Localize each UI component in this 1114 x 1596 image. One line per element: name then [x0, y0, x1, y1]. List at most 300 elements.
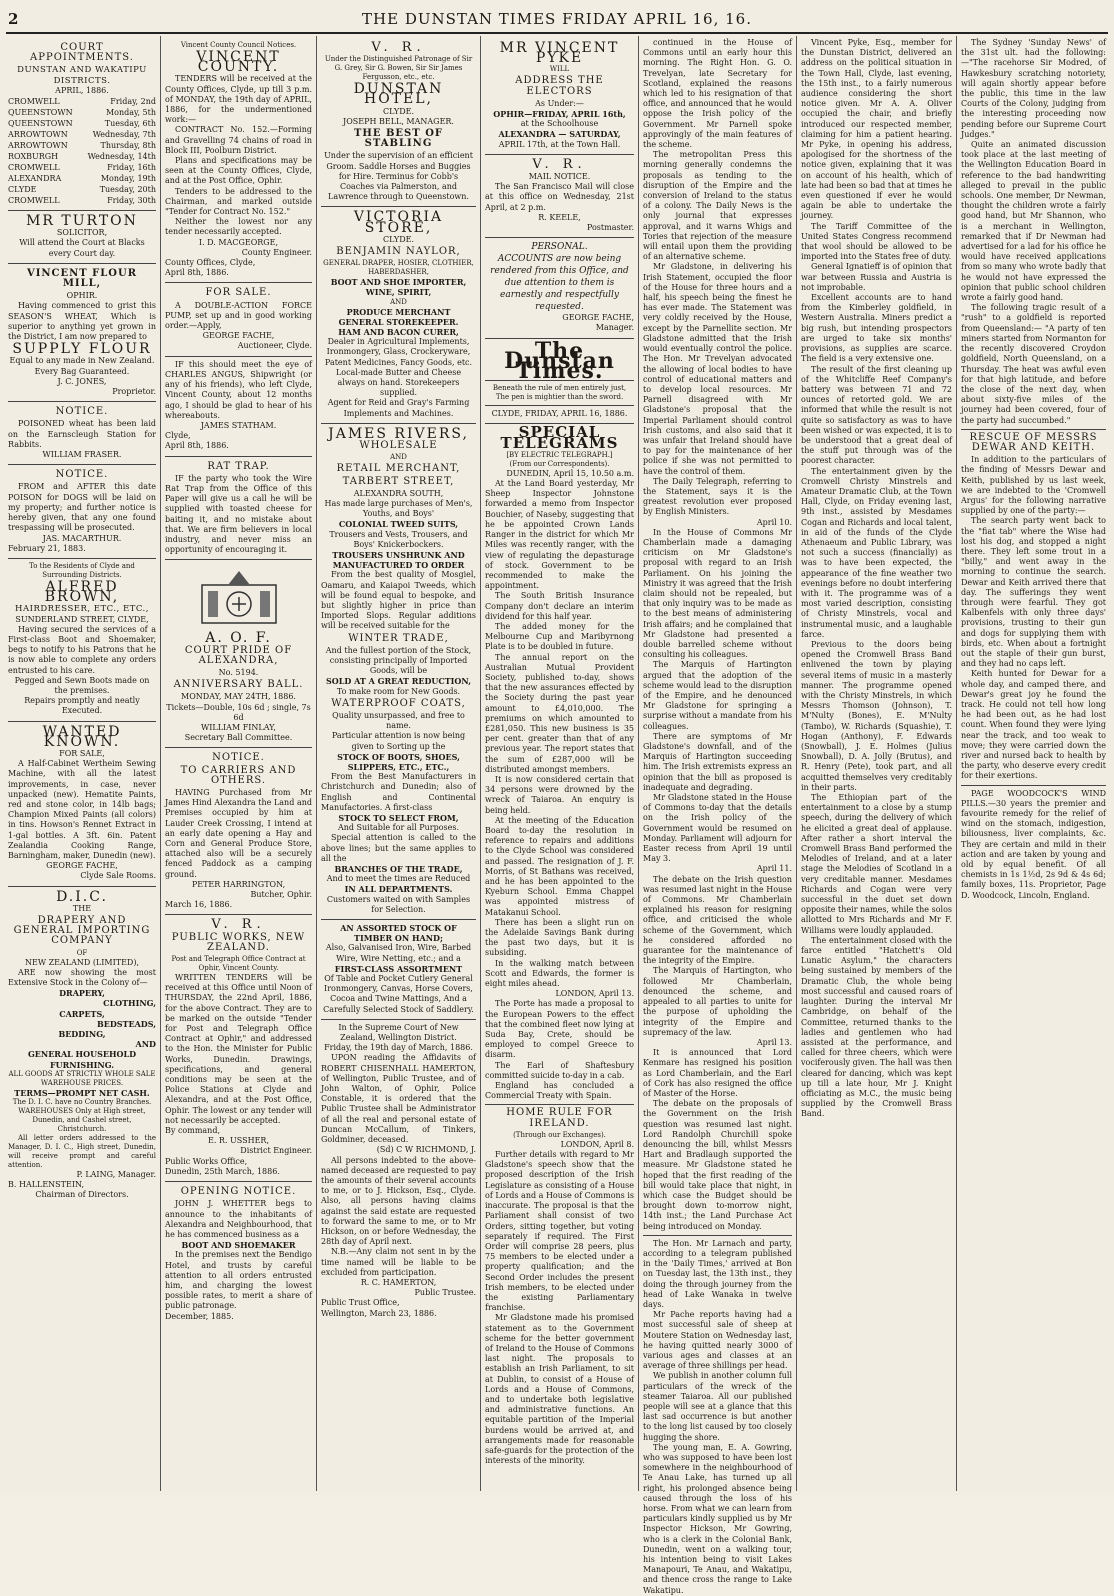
vc-kicker: Vincent County Council Notices.: [180, 41, 297, 49]
dic-body: ARE now showing the most Extensive Stock in the Colony of—: [8, 967, 156, 988]
mill-supply: SUPPLY FLOUR: [12, 341, 152, 358]
dic-the: THE: [72, 903, 92, 913]
vs-line2: WINE, SPIRIT,: [365, 287, 432, 298]
court-place: CLYDE: [8, 185, 37, 195]
vs-name: BENJAMIN NAYLOR,: [336, 246, 461, 258]
c6-p8: The Ethiopian part of the entertainment to a close by a stump speech, during the delivery of which he elicited a great deal of applause. After rather a short interval the Cromwell Brass Band performed the Melodies of Ireland, and at a later stage the Melodies of Scotland in a very creditable manner. Mesdames Richards and Cogan were very successful in the duet set down opposite their names, while the solos allotted to Mrs Richards and Mr F. Williams were loudly applauded.: [801, 793, 952, 935]
c7-p3: The following tragic result of a "rush" to a goldfield is reported from Queensland:— "A party of ten miners started from Normanton for the recently discovered Croydon goldfield, North Queensland, on a Thursday. The heat was awful even for that high latitude, and before the close of the next day, when about sixty-five miles of the journey had been covered, four of the party had succumbed.": [961, 303, 1106, 425]
sale-sign: GEORGE FACHE,: [202, 331, 275, 341]
sc-role: Public Trustee.: [414, 1288, 476, 1298]
pw-sign: E. R. USSHER,: [208, 1136, 269, 1146]
c6-p5: The result of the first cleaning up of the Whitcliffe Reef Company's battery was between 71 and 72 ounces of retorted gold. We are informed that while the result is not quite so satisfactory as was to have been wished or was expected, it is to be understood that a great deal of the stuff put through was of the poorest character.: [801, 364, 952, 466]
pers-sign: GEORGE FACHE,: [562, 313, 634, 323]
brown-title: ALFRED BROWN,: [44, 578, 120, 606]
court-day: Tuesday, 20th: [99, 185, 156, 195]
c5-date1: April 10.: [756, 517, 792, 527]
c5-date3: April 13.: [756, 1037, 792, 1047]
court-place: QUEENSTOWN: [8, 108, 73, 118]
notice1-body: POISONED wheat has been laid on the Earnscleugh Station for Rabbits.: [8, 419, 156, 449]
tele-p3: The added money for the Melbourne Cup and Maribyrnong Plate is to be doubled in future.: [485, 621, 634, 652]
notice2-body: FROM and AFTER this date POISON for DOGS will be laid on my property; and further notice is hereby given, that any one found trespassing will be prosecuted.: [8, 482, 156, 533]
hotel-place: CLYDE.: [383, 106, 414, 116]
court-row: [8, 173, 156, 184]
columns: [4, 36, 1110, 1595]
court-day: Friday, 16th: [107, 163, 156, 173]
c5-p10: The Marquis of Hartington, who followed Mr Chamberlain, denounced the scheme, and appealed to all parties to unite for the purpose of upholding the integrity of the Empire and supremacy of the law.: [643, 966, 792, 1037]
brown-body2: Pegged and Sewn Boots made on the premises.: [14, 675, 150, 695]
nameplate: The Dunstan Times.: [504, 337, 615, 385]
notice-macarthur: [8, 465, 156, 559]
court-month: APRIL, 1886.: [55, 85, 109, 95]
jr-l3: RETAIL MERCHANT,: [336, 463, 461, 475]
pers-title: PERSONAL.: [531, 242, 588, 253]
carr-notice: NOTICE.: [212, 752, 265, 764]
court-sub: DUNSTAN AND WAKATIPU DISTRICTS.: [17, 65, 147, 86]
tele-place2: LONDON, April 13.: [555, 989, 634, 999]
jr-l1: WHOLESALE: [359, 440, 438, 452]
timber-ad: [321, 920, 476, 1020]
rat-title: RAT TRAP.: [207, 460, 270, 472]
court-day: Monday, 5th: [105, 108, 156, 118]
mail-body: The San Francisco Mail will close at this office on Wednesday, 21st April, at 2 p.m.: [485, 182, 634, 212]
tele-p2: The South British Insurance Company don't declare an interim dividend for this half year.: [485, 591, 634, 621]
opening-notice-ad: [165, 1182, 312, 1326]
hotel-tag: THE BEST OF STABLING: [353, 128, 444, 150]
pyke-addr: ADDRESS THE ELECTORS: [515, 75, 604, 97]
for-sale-pump: [165, 283, 312, 356]
open-body2: In the premises next the Bendigo Hotel, and trusts by careful attention to all orders entrusted him, and charging the lowest possible rates, to merit a share of public patronage.: [165, 1250, 312, 1311]
pw-role: District Engineer.: [240, 1146, 312, 1156]
c7-p5: The search party went back to the "fiat tab" where the Wise had lost his dog, and stopped a night there. They left some trout in a "billy," and went away in the morning to continue the search. Dewar and Keith arrived there that day. The sufferings they went through were fearful. They got Kalbenfels with only three days' provisions, trusting to their gun and dogs for supplying them with birds, etc. When about a fortnight out the staple of their gun burst, and they had no caps left.: [961, 516, 1106, 669]
jr-title: JAMES RIVERS,: [328, 425, 469, 442]
open-trade: BOOT AND SHOEMAKER: [181, 1240, 296, 1251]
court-rows: [8, 96, 156, 206]
dic-ad: [8, 887, 156, 1205]
pyke-as: As Under:—: [535, 98, 584, 108]
court-row: [8, 151, 156, 162]
victoria-store-ad: [321, 207, 476, 423]
jr-l8: SOLD AT A GREAT REDUCTION,: [326, 676, 471, 687]
tim-body2: Of Table and Pocket Cutlery General Ironmongery, Canvas, Horse Covers, Cocoa and Twine Mattings, And a Carefully Selected Stock of Saddlery.: [323, 974, 474, 1014]
column-5: [638, 36, 796, 1595]
tele-p5: It is now considered certain that 34 persons were drowned by the wreck of Taiaroa. An enquiry is being held.: [485, 774, 634, 815]
dic-items: [8, 988, 156, 1070]
sc-nb: N.B.—Any claim not sent in by the time named will be liable to be excluded from participation.: [321, 1247, 476, 1277]
vc-place: County Offices, Clyde,: [165, 258, 256, 268]
dic-item: CARPETS,: [59, 1008, 105, 1019]
c6-p2: The Tariff Committee of the United States Congress recommend that wool should be allowed to be imported into the States free of duty.: [801, 221, 952, 262]
aof-date: MONDAY, MAY 24TH, 1886.: [181, 692, 296, 702]
dic-letters: All letter orders addressed to the Manager, D. I. C., High street, Dunedin, will receive prompt and careful attention.: [8, 1134, 156, 1170]
c6-p1: Vincent Pyke, Esq., member for the Dunstan District, delivered an address on the political situation in the Town Hall, Clyde, last evening, the 15th inst., to a fairly numerous audience considering the short notice given. Mr A. A. Oliver occupied the chair, and briefly introduced our respected member, claiming for him a patient hearing. Mr Pyke, in opening his address, apologised for the shortness of the notice given, explaining that it was on account of his health, which of late had been so bad that at times he even questioned if ever he would again be able to undertake the journey.: [801, 38, 952, 221]
jr-l5: COLONIAL TWEED SUITS,: [338, 519, 459, 530]
brown-addr: SUNDERLAND STREET, CLYDE,: [15, 614, 149, 624]
dic-item: AND: [135, 1039, 156, 1050]
angus-date: April 8th, 1886.: [165, 441, 229, 451]
dic-item: BEDDING,: [58, 1029, 106, 1040]
open-body: JOHN J. WHETTER begs to announce to the inhabitants of Alexandra and Neighbourhood, that he has commenced business as a: [165, 1199, 312, 1239]
c5-p4: The Daily Telegraph, referring to the Statement, says it is the greatest revolution ever proposed by English Ministers.: [643, 476, 792, 517]
notice2-title: NOTICE.: [55, 469, 109, 481]
tele-p7: There has been a slight run on the Adelaide Savings Bank during the past two days, but it is subsiding.: [485, 917, 634, 958]
c7-p7: PAGE WOODCOCK'S WIND PILLS.—30 years the premier and favourite remedy for the relief of wind on the stomach, indigestion, biliousness, liver complaints, &c. They are certain and mild in their action and are taken by young and old by equal benefit. Of all chemists in 1s 1½d, 2s 9d & 4s 6d; family boxes, 11s. Proprietor, Page D. Woodcock, Lincoln, England.: [961, 788, 1106, 900]
tim-l1: FIRST-CLASS ASSORTMENT: [334, 963, 463, 974]
pyke-ad: [485, 38, 634, 155]
vc-body4: Neither the lowest nor any tender necessarily accepted.: [165, 217, 312, 237]
jr-l2: AND: [390, 453, 407, 462]
pyke-title: MR VINCENT PYKE: [499, 40, 620, 67]
jr-body6: Quality unsurpassed, and free to name.: [332, 710, 465, 731]
angus-body: IF this should meet the eye of CHARLES ANGUS, Shipwright (or any of his friends), who left Clyde, Vincent County, about 12 months ago, I should be glad to hear of his whereabouts.: [165, 359, 312, 420]
sc-date: Friday, the 19th day of March, 1886.: [324, 1043, 473, 1053]
aof-sign: WILLIAM FINLAY,: [201, 722, 276, 732]
tele-p10: The Earl of Shaftesbury committed suicide to-day in a cab.: [485, 1060, 634, 1080]
c6-p3: General Ignatieff is of opinion that war between Russia and Austria is not improbable.: [801, 262, 952, 292]
tele-p4: The annual report on the Australian Mutual Provident Society, published to-day, shows that the new assurances effected by the Society during the past year amount to £4,010,000. The premiums on which amounted to £281,050. This new business is 35 per cent. greater than that of any previous year. The report states that the sum of £287,000 will be distributed amongst members.: [485, 652, 634, 774]
pw-date: Dunedin, 25th March, 1886.: [165, 1166, 280, 1176]
court-place: ARROWTOWN: [8, 141, 68, 151]
court-day: Monday, 19th: [100, 174, 156, 184]
court-place: CROMWELL: [8, 163, 60, 173]
jr-l10: STOCK OF BOOTS, SHOES, SLIPPERS, ETC., ETC.,: [337, 751, 460, 772]
court-row: [8, 195, 156, 206]
pyke-alex: ALEXANDRA — SATURDAY,: [498, 129, 621, 140]
jr-body: Has made large purchases of Men's, Youths, and Boys': [324, 498, 473, 519]
c5-p12: The debate on the proposals of the Government on the Irish question was resumed last night. Lord Randolph Churchill spoke denouncing the bill, whilst Messrs Hart and Bradlaugh supported the measure. Mr Gladstone stated he hoped that the first reading of the bill would take place that night, in which case the Budget should be brought down to-morrow night, 14th inst.; the Land Purchase Act being introduced on Monday.: [643, 1099, 792, 1231]
open-title: OPENING NOTICE.: [180, 1186, 297, 1198]
pyke-will: WILL: [549, 65, 570, 74]
james-rivers-ad: [321, 424, 476, 920]
pw-sub: Post and Telegraph Office Contract at Ophir, Vincent County.: [171, 955, 306, 973]
sc-sign2: R. C. HAMERTON,: [360, 1277, 437, 1287]
home-place: LONDON, April 8.: [560, 1139, 634, 1149]
angus-place: Clyde,: [165, 431, 191, 441]
c5-p3: Mr Gladstone, in delivering his Irish Statement, occupied the floor of the House for three hours and a half, his speech being the finest he has ever made. The Statement was very coldly received by the House, except by the Parnellite section. Mr Gladstone admitted that the Irish would eventually control the police. The Hon. Mr Trevelyan advocated the allowing of local bodies to have control of educational matters and to develop local resources. Mr Parnell disagreed with Mr Gladstone's proposal that the Imperial Parliament should control Irish customs, and also said that it was unfair that Ireland should have to pay for the maintenance of her police if she was not permitted to have the control of them.: [643, 262, 792, 476]
c6-p6: The entertainment given by the Cromwell Christy Minstrels and Amateur Dramatic Club, at the Town Hall, Clyde, on Friday evening last, 9th inst., assisted by Mesdames Cogan and Richards and local talent, in aid of the funds of the Clyde Athenaeum and Public Library, was not such a success (financially) as was to have been expected, the appearance of the fine weather two evenings before no doubt interfering with it. The programme was of a most varied description, consisting of Christy Minstrels, vocal and instrumental music, and a laughable farce.: [801, 466, 952, 639]
sale-title: FOR SALE.: [205, 287, 272, 299]
vs-line4: PRODUCE MERCHANT: [346, 306, 451, 317]
sc-place: Public Trust Office,: [321, 1298, 400, 1308]
vc-title: VINCENT COUNTY.: [196, 49, 281, 76]
home-p1: Further details with regard to Mr Gladstone's speech show that the proposed description of the Irish Legislature as consisting of a House of Lords and a House of Commons is inaccurate. The proposal is that the Parliament shall consist of two Orders, sitting together, but voting separately if required. The First Order will comprise 28 peers, plus 75 members to be elected under a property qualification; and the Second Order includes the present Irish members, to be elected under the existing Parliamentary franchise.: [485, 1150, 634, 1313]
wanted-known-ad: [8, 722, 156, 887]
aof-court: COURT PRIDE OF ALEXANDRA,: [184, 644, 293, 666]
mill-sign: J. C. JONES,: [57, 376, 107, 386]
dic-nz: NEW ZEALAND (LIMITED),: [24, 957, 140, 967]
aof-ad: [165, 560, 312, 748]
court-day: Thursday, 8th: [100, 141, 156, 151]
column-2: [160, 36, 316, 1491]
sale-role: Auctioneer, Clyde.: [237, 341, 312, 351]
column-7: [956, 36, 1110, 1491]
open-date: December, 1885.: [165, 1311, 234, 1321]
hotel-vr: V. R.: [371, 40, 426, 55]
tele-p6: At the meeting of the Education Board to-day the resolution in reference to repairs and additions to the Clyde School was considered and passed. The resignation of J. F. Morris, of St Bathans was received, and he has been appointed to the Kyeburn School. Emma Chappel was appointed mistress of Matakanui School.: [485, 815, 634, 917]
rat-trap-ad: [165, 457, 312, 561]
pw-title: PUBLIC WORKS, NEW ZEALAND.: [171, 931, 306, 953]
dic-prices: ALL GOODS AT STRICTLY WHOLE SALE WAREHOUSE PRICES.: [8, 1069, 156, 1087]
dunstan-hotel-ad: [321, 38, 476, 207]
wanted-sign: GEORGE FACHE,: [46, 861, 118, 871]
aof-role: Secretary Ball Committee.: [184, 733, 293, 743]
nameplate-block: [485, 339, 634, 425]
dic-title: D.I.C.: [56, 888, 108, 905]
turton-title: MR TURTON: [26, 213, 138, 230]
tele-title: SPECIAL TELEGRAMS: [500, 423, 619, 452]
carr-body: HAVING Purchased from Mr James Hind Alexandra the Land and Premises occupied by him at Lauder Creek Crossing, I intend at an early date opening a Hay and Corn and General Produce Store, attached also will be a securely fenced Paddock as a camping ground.: [165, 787, 312, 879]
pers-role: Manager.: [595, 323, 634, 333]
dic-item: CLOTHING,: [103, 998, 156, 1009]
court-title: COURT APPOINTMENTS.: [30, 42, 134, 64]
carr-role: Butcher, Ophir.: [250, 890, 312, 900]
sc-body2: All persons indebted to the above-named deceased are requested to pay the amounts of their several accounts to me, or to J. Hickson, Esq., Clyde. Also, all persons having claims against the said estate are requested to forward the same to me, or to Mr Hickson, on or before Wednesday, the 28th day of April next.: [321, 1155, 476, 1247]
c5-p6: The Marquis of Hartington argued that the adoption of the scheme would lead to the disruption of the Empire, and he denounced Mr Gladstone for springing a surprise without a mandate from his colleagues.: [643, 660, 792, 731]
mail-notice-ad: [485, 155, 634, 238]
court-day: Wednesday, 14th: [87, 152, 156, 162]
column-3: [316, 36, 480, 1491]
sc-sign: (Sd) C W RICHMOND, J.: [376, 1145, 476, 1155]
court-row: [8, 96, 156, 107]
jr-body7: Particular attention is now being given to Sorting up the: [331, 731, 466, 751]
vs-line6: HAM AND BACON CURER,: [338, 327, 459, 338]
hotel-patron: Under the Distinguished Patronage of Sir G. Grey, Sir G. Bowen, Sir Sir James Fergusson, etc., etc.: [324, 55, 473, 82]
c5-p11: It is announced that Lord Kenmare has resigned his position as Lord Chamberlain, and the Earl of Cork has also resigned the office of Master of the Horse.: [643, 1048, 792, 1098]
tele-p11: England has concluded a Commercial Treaty with Spain.: [485, 1081, 634, 1101]
court-place: ALEXANDRA: [8, 174, 62, 184]
c5-p7: There are symptoms of Mr Gladstone's downfall, and of the Marquis of Hartington succeeding him. The Irish extremists express an opinion that the bill as proposed is inadequate and degrading.: [643, 731, 792, 792]
notice1-title: NOTICE.: [55, 406, 109, 418]
brown-intro: To the Residents of Clyde and Surrounding Districts.: [29, 561, 135, 579]
tim-title: AN ASSORTED STOCK OF TIMBER ON HAND;: [340, 923, 457, 944]
dic-item: DRAPERY,: [59, 988, 105, 999]
mail-sign: R. KEELE,: [538, 212, 581, 222]
c7-p6: Keith hunted for Dewar for a whole day, and camped there, and Dewar's great joy he found the track. He could not tell how long he had been out, as he had lost count. When found they were lying near the track, and too weak to move; they were carried down the river and nursed back to health by the party, who deserve every credit for their exertions.: [961, 669, 1106, 781]
carr-date: March 16, 1886.: [165, 900, 233, 910]
jr-l7: WINTER TRADE,: [348, 632, 449, 644]
aof-tickets: Tickets—Double, 10s 6d ; single, 7s 6d: [166, 702, 311, 722]
jr-l11: STOCK TO SELECT FROM,: [338, 813, 459, 823]
turton-sub: SOLICITOR,: [56, 228, 108, 238]
vs-line1: BOOT AND SHOE IMPORTER,: [330, 277, 467, 288]
c5-p1: continued in the House of Commons until an early hour this morning. The Right Hon. G. O. Trevelyan, late Secretary for Scotland, explained the reasons which led to his resignation of that office, and announced that he would oppose the Irish policy of the Government. Mr Parnell spoke approvingly of the main features of the scheme.: [643, 38, 792, 150]
turton-body: Will attend the Court at Blacks every Court day.: [19, 238, 145, 258]
wanted-title: WANTED KNOWN.: [42, 723, 122, 750]
vc-contract: CONTRACT No. 152.—Forming and Gravelling 74 chains of road in Block III, Poolburn District.: [165, 125, 312, 155]
c5-p13: The Hon. Mr Larnach and party, according to a telegram published in the 'Daily Times,' arrived at Bon on Tuesday last, the 13th inst., they doing the through journey from the head of Lake Wanaka in twelve days.: [643, 1238, 792, 1309]
c7-p2: Quite an animated discussion took place at the last meeting of the Wellington Education Board in reference to the bad handwriting alleged to prevail in the public schools. One member, Dr Newman, thought the children wrote a fairly good hand, but Mr Shannon, who is a merchant in Wellington, remarked that if Dr Newman had advertised for a lad for his office he would have received applications from so many who wrote badly that he would not have expressed the opinion that public school children wrote a fairly good hand.: [961, 140, 1106, 303]
dic-name: DRAPERY AND GENERAL IMPORTING COMPANY: [13, 915, 151, 947]
pers-body: ACCOUNTS are now being rendered from this Office, and due attention to them is earnestly and respectfully requested.: [490, 254, 629, 313]
brown-body3: Repairs promptly and neatly Executed.: [24, 696, 140, 716]
tele-from: (From our Correspondents).: [509, 459, 610, 468]
pw-vr: V. R.: [211, 917, 266, 933]
masthead: [6, 4, 1108, 34]
court-row: [8, 118, 156, 129]
mail-role: Postmaster.: [586, 223, 634, 233]
c5-date2: April 11.: [756, 864, 792, 874]
dic-sign2: B. HALLENSTEIN,: [8, 1180, 85, 1190]
dic-item: BEDSTEADS,: [96, 1018, 156, 1029]
court-place: QUEENSTOWN: [8, 119, 73, 129]
vc-body3: Tenders to be addressed to the Chairman, and marked outside "Tender for Contract No. 152.": [165, 186, 312, 217]
home-p2: Mr Gladstone made his promised statement as to the Government scheme for the better government of Ireland to the House of Commons last night. The proposals to establish an Irish Parliament, to sit at Dublin, to consist of a House of Lords and a House of Commons, and to undertake both legislative and administrative functions. An equitable partition of the Imperial burdens would be arrived at, and arrangements made for reasonable safe-guards for the protection of the interests of the minority.: [485, 1313, 634, 1466]
pw-body: WRITTEN TENDERS will be received at this Office until Noon of THURSDAY, the 22nd April, 1886, for the above Contract. They are to be marked on the outside "Tender for Post and Telegraph Office Contract at Ophir," and addressed to the Hon. the Minister for Public Works, Dunedin. Drawings, specifications, and general conditions may be seen at the Police Stations at Clyde and Alexandra, and at the Post Office, Ophir. The lowest or any tender will not necessarily be accepted.: [165, 973, 312, 1125]
turton-ad: [8, 211, 156, 264]
aof-ball: ANNIVERSARY BALL.: [173, 679, 304, 691]
c6-p4: Excellent accounts are to hand from the Kimberley goldfield, in Western Australia. Miners predict a big rush, but intending prospectors are urged to take six months' provisions, as supplies are scarce. The field is a very extensive one.: [801, 293, 952, 364]
jr-body12: Customers waited on with Samples for Selection.: [326, 894, 471, 914]
mail-vr: V. R.: [532, 156, 587, 172]
jr-l6: TROUSERS UNSHRUNK AND MANUFACTURED TO ORDER: [332, 549, 465, 571]
rat-body: IF the party who took the Wire Rat Trap from the Office of this Paper will give us a call he will be supplied with toasted cheese for baiting it, and no mistake about that. We are firm believers in local industry, and never miss an opportunity of encouraging it.: [165, 473, 312, 555]
jr-body4: And the fullest portion of the Stock, consisting principally of Imported Goods, will be: [325, 645, 472, 676]
c7-p4: In addition to the particulars of the finding of Messrs Dewar and Keith, published by us last week, we are indebted to the 'Cromwell Argus' for the following narrative supplied by one of the party:—: [961, 455, 1106, 516]
jr-body11: And to meet the times are Reduced: [326, 874, 471, 884]
hotel-mgr: JOSEPH BELL, MANAGER.: [343, 116, 454, 126]
notice2-sign: JAS. MACARTHUR.: [42, 533, 122, 543]
jr-body5: To make room for New Goods.: [336, 686, 461, 696]
dic-item: GENERAL HOUSEHOLD FURNISHING.: [27, 1049, 137, 1070]
column-1: [4, 36, 160, 1491]
c5-p5: In the House of Commons Mr Chamberlain made a damaging criticism on Mr Gladstone's proposal with regard to an Irish Parliament. On his joining the Ministry it was agreed that the Irish claim should not be repealed, but that only inquiry was to be made as to the best means of administering Irish affairs; and he complained that Mr Gladstone had presented a double barrelled scheme without consulting his colleagues.: [643, 527, 792, 660]
vs-line3: AND: [390, 297, 407, 306]
home-sub: (Through our Exchanges).: [513, 1130, 606, 1139]
vs-line5: GENERAL STOREKEEPER.: [338, 316, 459, 327]
c6-p9: The entertainment closed with the farce entitled "Hatchett's Old Lunatic Asylum," the characters being sustained by members of the Dramatic Club, the whole being most successful and caused roars of laughter. During the interval Mr Cambridge, on behalf of the Committee, returned thanks to the ladies and gentlemen who had assisted at the performance, and called for three cheers, which were vociferously given. The hall was then cleared for dancing, which was kept up till a late hour, Mr J. Knight officiating as M.C., the music being supplied by the Cromwell Brass Band.: [801, 935, 952, 1119]
mill-body: Having commenced to grist this SEASON'S WHEAT, Which is superior to anything yet grown in the District, I am now prepared to: [8, 301, 156, 342]
special-telegrams: [485, 423, 634, 1466]
wanted-sub: FOR SALE,: [59, 748, 105, 758]
vincent-county-ad: [165, 38, 312, 283]
court-place: ARROWTOWN: [8, 130, 68, 140]
c5-p16: The young man, E. A. Gowring, who was supposed to have been lost somewhere in the neighbourhood of Te Anau Lake, has turned up all right, his prolonged absence being caused through the loss of his horse. From what we can learn from particulars kindly supplied us by Mr Inspector Hickson, Mr Gowring, who is a clerk in the Colonial Bank, Dunedin, went on a walking tour, his intention being to visit Lakes Manapouri, Te Anau, and Wakatipu, and thence cross the range to Lake Wakatipu.: [643, 1442, 792, 1595]
vs-place: CLYDE.: [383, 234, 414, 244]
vs-body2: Local-made Butter and Cheese always on hand. Storekeepers supplied.: [335, 367, 462, 398]
motto1: Beneath the rule of men entirely just,: [492, 384, 627, 393]
jr-place: ALEXANDRA SOUTH,: [353, 488, 444, 498]
court-row: [8, 129, 156, 140]
angus-sign: JAMES STATHAM.: [200, 420, 277, 430]
c7-p1: The Sydney 'Sunday News' of the 31st ult. had the following:—"The racehorse Sir Modred, of Hawkesbury scratching notoriety, will again shortly appear before the public, this time in the law Courts of the Colony, judging from the interesting proceeding now pending before our Supreme Court Judges.": [961, 38, 1106, 139]
mill-sub: OPHIR.: [66, 291, 98, 301]
hotel-body: Under the supervision of an efficient Groom. Saddle Horses and Buggies for Hire. Terminus for Cobb's Coaches via Palmerston, and Lawrence through to Queenstown.: [324, 151, 473, 202]
mill-body2: Equal to any made in New Zealand. Every Bag Guaranteed.: [9, 356, 155, 376]
dic-branches: The D. I. C. have no Country Branches. WAREHOUSES Only at High street, Dunedin, and Cashel street, Christchurch.: [12, 1098, 152, 1134]
column-6: [796, 36, 956, 1491]
jr-body10: Special attention is called to the above lines; but the same applies to all the: [321, 833, 476, 863]
court-day: Friday, 30th: [107, 196, 156, 206]
public-works-ad: [165, 915, 312, 1182]
sale-body: A DOUBLE-ACTION FORCE PUMP, set up and in good working order.—Apply,: [165, 300, 312, 331]
vs-body3: Agent for Reid and Gray's Farming Implements and Machines.: [327, 398, 470, 418]
c5-p9: The debate on the Irish question was resumed last night in the House of Commons. Mr Chamberlain explained his reason for resigning office, and criticised the whole scheme of the Government, which he considered afforded no guarantee for the maintenance of the integrity of the Empire.: [643, 874, 792, 966]
dateline: CLYDE, FRIDAY, APRIL 16, 1886.: [491, 409, 628, 419]
flour-mill-ad: [8, 264, 156, 402]
brown-ad: [8, 559, 156, 722]
personal-ad: [485, 238, 634, 338]
sc-body: UPON reading the Affidavits of ROBERT CHISENHALL HAMERTON, of Wellington, Public Trustee, and of John Walton, of Ophir, Police Constable, it is ordered that the Public Trustee shall be Administrator of all the real and personal estate of Duncan McCallum, of Tinkers, Goldminer, deceased.: [321, 1053, 476, 1145]
carriers-ad: [165, 748, 312, 915]
court-row: [8, 107, 156, 118]
court-day: Tuesday, 6th: [104, 119, 156, 129]
mill-role: Proprietor.: [112, 387, 156, 397]
pyke-ophir2: at the Schoolhouse: [520, 119, 599, 129]
jr-body9: And Suitable for all Purposes.: [337, 823, 460, 833]
angus-ad: [165, 357, 312, 457]
jr-body2: Trousers and Vests, Trousers, and Boys' Knickerbockers.: [329, 529, 468, 549]
c5-p8: Mr Gladstone stated in the House of Commons to-day that the details on the Irish policy of the Government would be resumed on Monday. Parliament will adjourn for Easter recess from April 19 until May 3.: [643, 793, 792, 864]
tele-by: [BY ELECTRIC TELEGRAPH.]: [506, 450, 613, 459]
supreme-court-ad: [321, 1020, 476, 1323]
sc-date2: Wellington, March 23, 1886.: [321, 1308, 437, 1318]
aof-title: A. O. F.: [205, 630, 272, 647]
vs-body: Dealer in Agricultural Implements, Ironmongery, Glass, Crockeryware, Patent Medicines, Fancy Goods, etc.: [324, 337, 473, 367]
vc-body2: Plans and specifications may be seen at the County Offices, Clyde, and at the Post Office, Ophir.: [165, 156, 312, 186]
hotel-title: DUNSTAN HOTEL,: [353, 81, 444, 108]
mail-title: MAIL NOTICE.: [528, 172, 591, 182]
vc-role: County Engineer.: [241, 247, 312, 257]
tele-p1: At the Land Board yesterday, Mr Sheep Inspector Johnstone forwarded a memo from Inspector Bouchier, of Naseby, suggesting that he be appointed Crown Lands Ranger in the district for which Mr Miles was recently ranger, with the view of regulating the depasturage of stock. Government to be recommended to make the appointment.: [485, 479, 634, 591]
dic-terms: TERMS—PROMPT NET CASH.: [14, 1087, 150, 1098]
aof-crest-emblem: [194, 567, 284, 629]
dic-sign1: P. LAING, Manager.: [76, 1170, 156, 1180]
c6-p7: Previous to the doors being opened the Cromwell Brass Band enlivened the town by playing several items of music in a masterly manner. The programme opened with the Christy Minstrels, in which Messrs Thomson (Johnson), T. M'Nulty (Bones), E. M'Nulty (Tambo), W. Richards (Squashie), T. Hogan (Anthony), F. Edwards (Snowball), J. E. Holmes (Julius Snowball), D. A. Jolly (Brutus), and R. Henry (Pete), took part, and all acquitted themselves very creditably in their parts.: [801, 639, 952, 792]
tele-place: DUNEDIN, April 15, 10.50 a.m.: [506, 468, 634, 478]
pw-by: By command,: [165, 1126, 220, 1136]
home-title: HOME RULE FOR IRELAND.: [506, 1107, 613, 1129]
notice2-date: February 21, 1883.: [8, 543, 86, 553]
jr-body3: From the best quality of Mosgiel, Oamaru, and Kaiapoi Tweeds, which will be found equal to bespoke, and but slightly higher in price than Imported Slops. Regular additions will be received suitable for the: [321, 570, 476, 631]
court-row: [8, 162, 156, 173]
pyke-alex2: APRIL 17th, at the Town Hall.: [498, 139, 621, 149]
sc-title: In the Supreme Court of New Zealand, Wellington District.: [338, 1022, 459, 1043]
brown-body: Having secured the services of a First-class Boot and Shoemaker, begs to notify to his Patrons that he is now able to complete any orders entrusted to his care.: [8, 624, 156, 675]
mill-title: VINCENT FLOUR MILL,: [26, 267, 138, 290]
notice-fraser: [8, 402, 156, 465]
aof-no: No. 5194.: [218, 667, 259, 677]
court-place: CROMWELL: [8, 196, 60, 206]
court-day: Friday, 2nd: [110, 97, 156, 107]
court-place: CROMWELL: [8, 97, 60, 107]
vc-body: TENDERS will be received at the County Offices, Clyde, up till 3 p.m. of MONDAY, the 19th day of APRIL, 1886, for the undermentioned work:—: [165, 74, 312, 125]
jr-l4: TARBERT STREET,: [342, 475, 455, 487]
court-row: [8, 184, 156, 195]
tele-p8: In the walking match between Scott and Edwards, the former is eight miles ahead.: [485, 958, 634, 989]
court-row: [8, 140, 156, 151]
jr-l13: IN ALL DEPARTMENTS.: [344, 884, 453, 895]
column-4: [480, 36, 638, 1491]
pyke-ophir: OPHIR—FRIDAY, APRIL 16th,: [493, 109, 626, 120]
pw-place: Public Works Office,: [165, 1156, 248, 1166]
tele-p9: The Porte has made a proposal to the European Powers to the effect that the combined fleet now lying at Suda Bay, Crete, should be employed to compel Greece to disarm.: [485, 999, 634, 1060]
wanted-role: Clyde Sale Rooms.: [80, 871, 156, 881]
c5-p15: We publish in another column full particulars of the wreck of the steamer Taiaroa. All our published people will see at a glance that this last sad occurrence is but another to the long list caused by too closely hugging the shore.: [643, 1371, 792, 1442]
c5-p14: Mr Pache reports having had a most successful sale of sheep at Moutere Station on Wednesday last, he having quitted nearly 3000 of various ages and classes at an average of three shillings per head.: [643, 1310, 792, 1371]
court-place: ROXBURGH: [8, 152, 59, 162]
dic-sign3: Chairman of Directors.: [35, 1190, 129, 1200]
jr-l12: BRANCHES OF THE TRADE,: [334, 864, 463, 875]
wanted-body: A Half-Cabinet Wertheim Sewing Machine, with all the latest improvements, in case, never unpacked (new). Hematite Paints, red and stone color, in 14lb bags; Champion Mixed Paints (all colors) in tins. Howson's Rennet Extract in 1-gal bottles. A 3ft. 6in. Patent Zealandia Cooking Range, Barningham, maker, Dunedin (new).: [8, 759, 156, 860]
vc-date: April 8th, 1886.: [165, 268, 229, 278]
notice1-sign: WILLIAM FRASER.: [42, 450, 122, 460]
rescue-title: RESCUE OF MESSRS DEWAR AND KEITH.: [969, 431, 1098, 453]
dic-of: OF: [76, 948, 88, 957]
brown-sub: HAIRDRESSER, ETC., ETC.,: [15, 604, 149, 615]
tim-body: Also, Galvanised Iron, Wire, Barbed Wire, Wire Netting, etc.; and a: [325, 943, 472, 963]
court-appointments: [8, 38, 156, 211]
masthead-title: THE DUNSTAN TIMES FRIDAY APRIL 16, 16.: [362, 10, 752, 28]
c5-p2: The metropolitan Press this morning generally condemns the proposals as tending to the disruption of the Empire and the conversion of Ireland to the status of a colony. The Daily News is the only journal that expresses approval, and it warns Whigs and Tories that rejection of the measure will entail upon them the providing of an alternative scheme.: [643, 150, 792, 262]
